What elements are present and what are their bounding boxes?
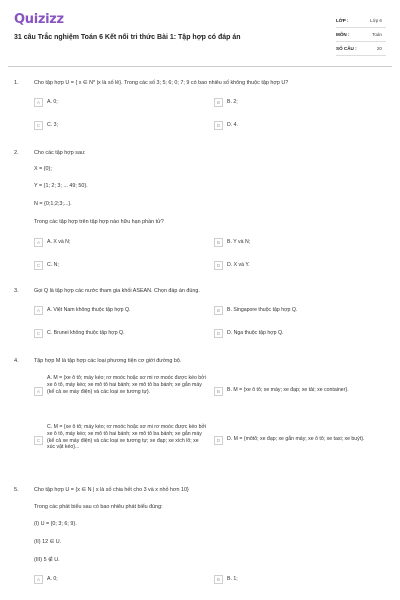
option-letter-box: B xyxy=(214,238,223,247)
option-text: D. 4. xyxy=(227,122,238,128)
quizizz-logo: Quizizz xyxy=(14,12,64,27)
worksheet-header xyxy=(14,12,386,60)
option-text: B. M = {xe ô tô; xe máy; xe đạp; xe tải; xe container}. xyxy=(227,387,349,393)
option-text: A. X và N; xyxy=(47,239,71,245)
option-a[interactable] xyxy=(34,306,130,315)
option-text: C. Brunei không thuộc tập hợp Q. xyxy=(47,330,125,336)
option-letter-box: D xyxy=(214,436,223,445)
question-line: (III) 5 ∉ U. xyxy=(34,557,60,563)
meta-row-class xyxy=(336,14,386,28)
question-text: Cho các tập hợp sau: xyxy=(34,150,86,156)
question-text: Cho tập hợp U = { x ∈ N* |x là số lẻ}. Trong các số 3; 5; 6; 0; 7; 9 có bao nhiêu số không thuộc tập hợp U? xyxy=(34,80,289,86)
option-text: D. Nga thuộc tập hợp Q. xyxy=(227,330,284,336)
option-text: C. N; xyxy=(47,262,59,268)
option-letter-box: D xyxy=(214,329,223,338)
option-a[interactable] xyxy=(34,575,58,584)
question-number: 1. xyxy=(14,80,19,86)
option-letter-box: C xyxy=(34,261,43,270)
option-text: A. 0; xyxy=(47,576,58,582)
option-letter-box: D xyxy=(214,121,223,130)
question-number: 3. xyxy=(14,288,19,294)
question-number: 2. xyxy=(14,150,19,156)
option-d[interactable] xyxy=(214,121,238,130)
question-text: Cho tập hợp U = {x ∈ N | x là số chia hết cho 3 và x nhỏ hơn 10} xyxy=(34,487,189,493)
option-d[interactable] xyxy=(214,424,387,445)
option-b[interactable] xyxy=(214,375,387,396)
option-d[interactable] xyxy=(214,261,250,270)
option-letter-box: A xyxy=(34,98,43,107)
question-line: Trong các phát biểu sau có bao nhiêu phát biểu đúng: xyxy=(34,504,163,510)
option-b[interactable] xyxy=(214,98,238,107)
option-text: A. 0; xyxy=(47,99,58,105)
option-letter-box: B xyxy=(214,387,223,396)
question-line: Y = {1; 2; 3; ... 49; 50}. xyxy=(34,183,88,189)
meta-key: MÔN : xyxy=(336,32,350,37)
meta-value: Lớp 6 xyxy=(370,18,382,23)
option-letter-box: B xyxy=(214,575,223,584)
option-text: B. Singapore thuộc tập hợp Q. xyxy=(227,307,298,313)
question-text: Gọi Q là tập hợp các nước tham gia khối ASEAN. Chọn đáp án đúng. xyxy=(34,288,200,294)
option-letter-box: C xyxy=(34,436,43,445)
option-b[interactable] xyxy=(214,238,250,247)
option-text: B. Y và N; xyxy=(227,239,251,245)
option-c[interactable] xyxy=(34,329,125,338)
option-text: D. X và Y. xyxy=(227,262,250,268)
option-text: A. M = {xe ô tô; máy kéo; rơ moóc hoặc sơ mi rơ moóc được kéo bởi xe ô tô, máy kéo; xe mô tô hai bánh; xe mô tô ba bánh; xe gắn máy (kể cả xe máy điện) và các loại xe tương tự}. xyxy=(47,375,206,395)
meta-value: 20 xyxy=(376,46,382,51)
question-number: 5. xyxy=(14,487,19,493)
option-letter-box: C xyxy=(34,329,43,338)
meta-row-count xyxy=(336,42,386,56)
question-line: X = {0}; xyxy=(34,166,52,172)
header-divider xyxy=(8,66,392,67)
option-c[interactable] xyxy=(34,424,207,451)
option-letter-box: B xyxy=(214,306,223,315)
option-a[interactable] xyxy=(34,238,70,247)
meta-key: LỚP : xyxy=(336,18,349,23)
page-title: 31 câu Trắc nghiệm Toán 6 Kết nối tri thức Bài 1: Tập hợp có đáp án xyxy=(14,34,241,41)
option-c[interactable] xyxy=(34,261,59,270)
option-letter-box: B xyxy=(214,98,223,107)
meta-value: Toán xyxy=(372,32,382,37)
question-text: Tập hợp M là tập hợp các loại phương tiện cơ giới đường bộ. xyxy=(34,358,182,364)
question-line: (II) 12 ∈ U. xyxy=(34,539,62,545)
option-b[interactable] xyxy=(214,306,297,315)
option-letter-box: A xyxy=(34,575,43,584)
question-number: 4. xyxy=(14,358,19,364)
option-letter-box: D xyxy=(214,261,223,270)
option-text: B. 2; xyxy=(227,99,238,105)
option-letter-box: A xyxy=(34,306,43,315)
option-a[interactable] xyxy=(34,98,58,107)
question-line: Trong các tập hợp trên tập hợp nào hữu hạn phần tử? xyxy=(34,219,164,225)
option-d[interactable] xyxy=(214,329,283,338)
option-b[interactable] xyxy=(214,575,238,584)
option-text: D. M = {môtô; xe đạp; xe gắn máy; xe ô tô; xe taxi; xe buýt}. xyxy=(227,436,365,442)
option-c[interactable] xyxy=(34,121,58,130)
option-text: C. M = {xe ô tô; máy kéo; rơ moóc hoặc sơ mi rơ moóc được kéo bởi xe ô tô, máy kéo; xe mô tô hai bánh; xe mô tô ba bánh; xe gắn máy (kể cả xe máy điện) và các loại xe tương tự; xe đạp; xe xích lô; xe xúc vật kéo}... xyxy=(47,424,207,451)
option-letter-box: A xyxy=(34,238,43,247)
question-line: (I) U = {0; 3; 6; 9}. xyxy=(34,521,77,527)
meta-row-subject xyxy=(336,28,386,42)
option-text: A. Việt Nam không thuộc tập hợp Q. xyxy=(47,307,131,313)
option-text: C. 3; xyxy=(47,122,58,128)
option-a[interactable] xyxy=(34,375,207,396)
option-letter-box: A xyxy=(34,387,43,396)
option-letter-box: C xyxy=(34,121,43,130)
option-text: B. 1; xyxy=(227,576,238,582)
question-line: N = {0;1;2;3;...}. xyxy=(34,201,72,207)
meta-table xyxy=(336,14,386,56)
meta-key: SỐ CÂU : xyxy=(336,46,357,51)
